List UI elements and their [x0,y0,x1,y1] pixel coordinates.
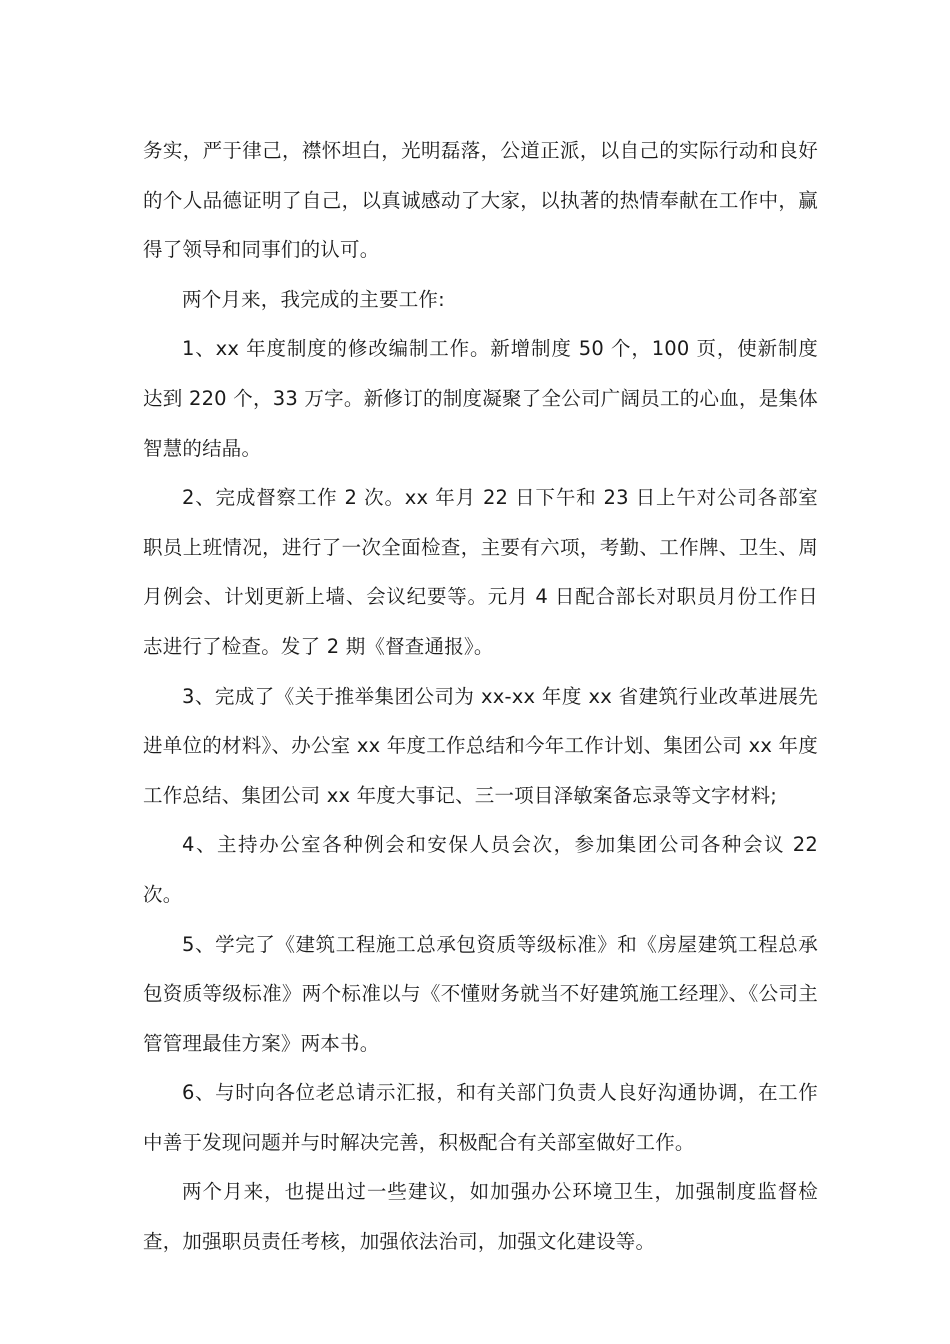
paragraph-item-2: 2、完成督察工作 2 次。xx 年月 22 日下午和 23 日上午对公司各部室职员上班情况，进行了一次全面检查，主要有六项，考勤、工作牌、卫生、周月例会、计划更新上墙、会议纪要等。元月 4 日配合部长对职员月份工作日志进行了检查。发了 2 期《督查通报》。 [143,486,818,658]
document-page [143,126,818,1267]
paragraph-item-6: 6、与时向各位老总请示汇报，和有关部门负责人良好沟通协调，在工作中善于发现问题并与时解决完善，积极配合有关部室做好工作。 [143,1081,818,1154]
paragraph-suggestions: 两个月来，也提出过一些建议，如加强办公环境卫生，加强制度监督检查，加强职员责任考核，加强依法治司，加强文化建设等。 [143,1180,818,1254]
paragraph-item-3: 3、完成了《关于推举集团公司为 xx-xx 年度 xx 省建筑行业改革进展先进单位的材料》、办公室 xx 年度工作总结和今年工作计划、集团公司 xx 年度工作总结、集团公司 xx 年度大事记、三一项目泽敏案备忘录等文字材料; [143,684,818,807]
paragraph-item-5: 5、学完了《建筑工程施工总承包资质等级标准》和《房屋建筑工程总承包资质等级标准》两个标准以与《不懂财务就当不好建筑施工经理》、《公司主管管理最佳方案》两本书。 [143,932,818,1055]
paragraph-intro-continued: 务实，严于律己，襟怀坦白，光明磊落，公道正派，以自己的实际行动和良好的个人品德证明了自己，以真诚感动了大家，以执著的热情奉献在工作中，赢得了领导和同事们的认可。 [143,139,818,262]
paragraph-item-1: 1、xx 年度制度的修改编制工作。新增制度 50 个，100 页，使新制度达到 220 个，33 万字。新修订的制度凝聚了全公司广阔员工的心血，是集体智慧的结晶。 [143,337,818,460]
paragraph-main-work-heading: 两个月来，我完成的主要工作: [182,287,445,311]
paragraph-item-4: 4、主持办公室各种例会和安保人员会次，参加集团公司各种会议 22 次。 [143,833,818,906]
